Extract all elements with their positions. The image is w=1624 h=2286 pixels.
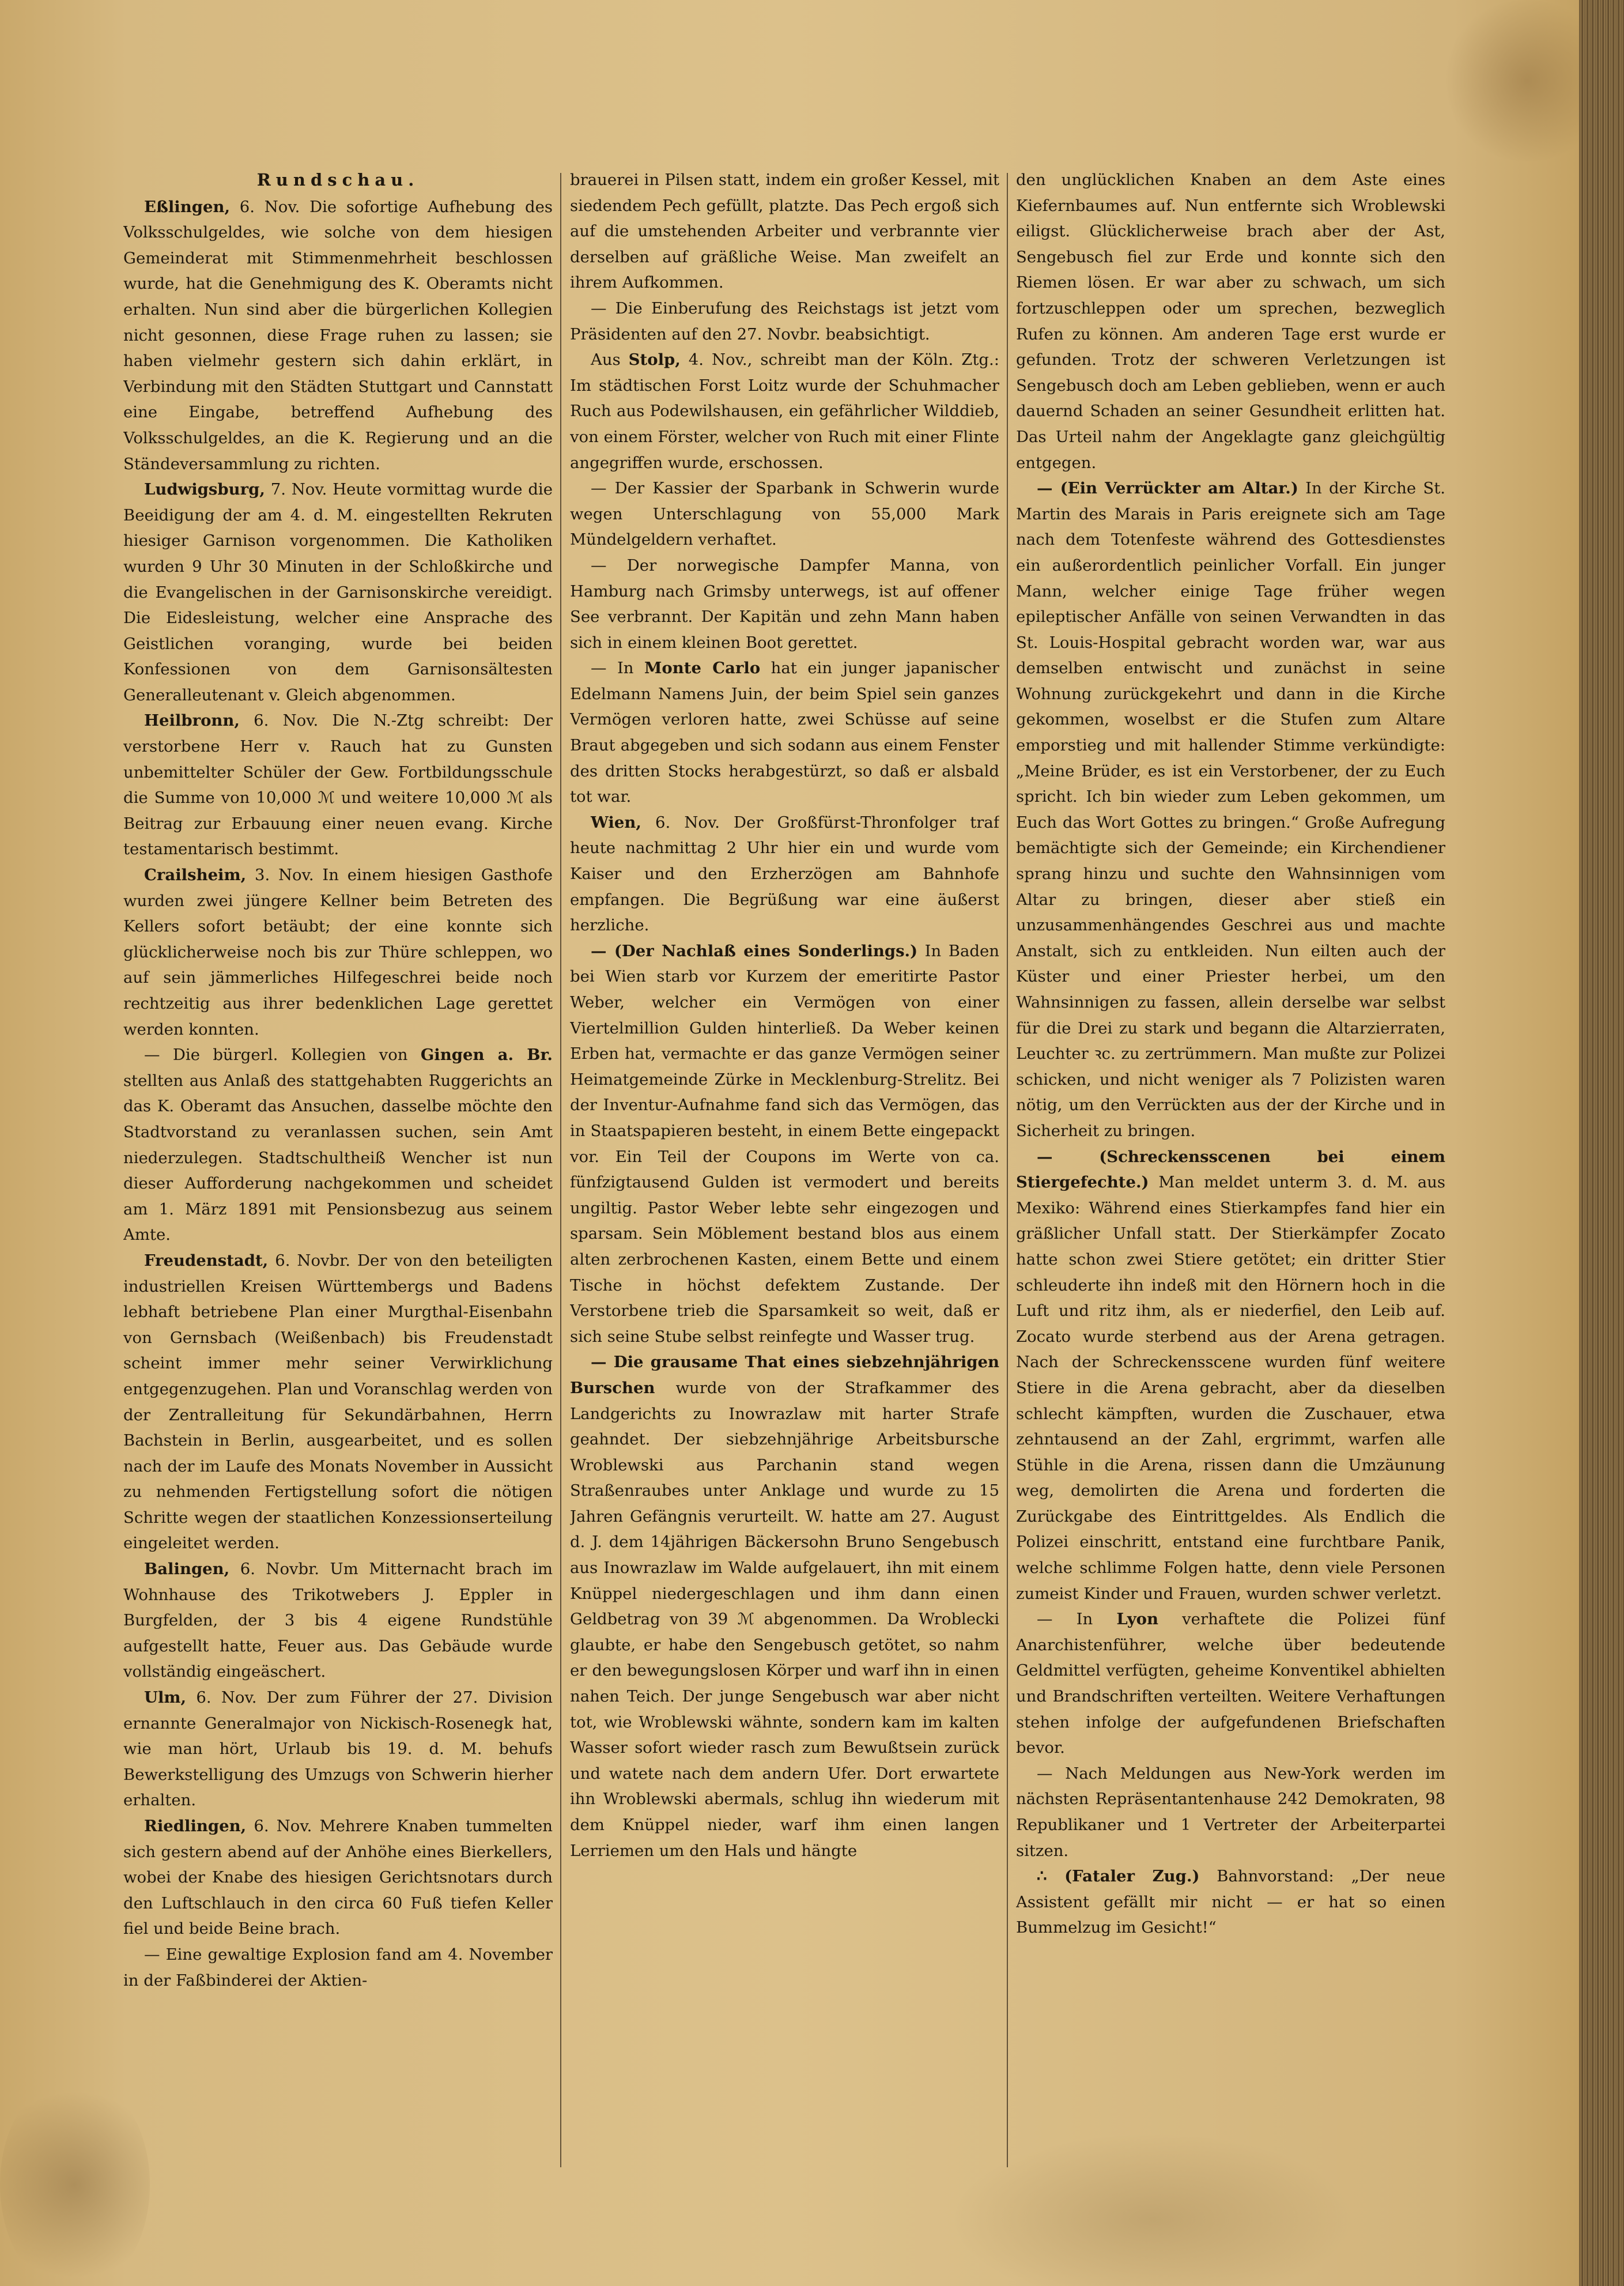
article (123, 194, 553, 477)
dateline: Eßlingen, (144, 197, 231, 216)
article-lead: — In (1037, 1610, 1117, 1629)
article (1016, 1144, 1445, 1607)
article (123, 1556, 553, 1685)
article-text: den unglücklichen Knaben an dem Aste eines Kiefernbaumes auf. Nun entfernte sich Wroblewski eiligst. Glücklicherweise brach aber der Ast, Sengebusch fiel zur Erde und konnte sich den Riemen lösen. Er war aber zu schwach, um sich fortzuschleppen oder um sprechen, bezweglich Rufen zu können. Am anderen Tage erst wurde er gefunden. Trotz der schweren Verletzungen ist Sengebusch doch am Leben geblieben, wenn er auch dauernd Schaden an seiner Gesundheit erlitten hat. Das Urteil nahm der Angeklagte ganz gleichgültig entgegen. (1016, 171, 1445, 472)
dateline: Crailsheim, (144, 866, 247, 885)
article (123, 708, 553, 862)
article (570, 347, 999, 476)
dateline: Heilbronn, (144, 711, 240, 730)
article (123, 1248, 553, 1556)
article (123, 1942, 553, 1993)
article-text: 6. Nov. Mehrere Knaben tummelten sich gestern abend auf der Anhöhe eines Bierkellers, wobei der Knabe des hiesigen Gerichtsnotars durch den Luftschlauch in den circa 60 Fuß tiefen Keller fiel und beide Beine brach. (123, 1817, 553, 1938)
article-text: 7. Nov. Heute vormittag wurde die Beeidigung der am 4. d. M. eingestellten Rekruten hiesiger Garnison vorgenommen. Die Katholiken wurden 9 Uhr 30 Minuten in der Schloßkirche und die Evangelischen in der Garnisonskirche vereidigt. Die Eidesleistung, welcher eine Ansprache des Geistlichen voranging, wurde bei beiden Konfessionen von dem Garnisonsältesten Generalleutenant v. Gleich abgenommen. (123, 480, 553, 704)
article-title: — (Der Nachlaß eines Sonderlings.) (591, 941, 918, 960)
article-title: ∴ (Fataler Zug.) (1037, 1867, 1200, 1886)
article-text: 3. Nov. In einem hiesigen Gasthofe wurden zwei jüngere Kellner beim Betreten des Kellers sofort betäubt; der eine konnte sich glücklicherweise noch bis zur Thüre schleppen, wo auf sein jämmerliches Hilfegeschrei beide noch rechtzeitig aus ihrer bedenklichen Lage gerettet werden konnten. (123, 866, 553, 1039)
article (1016, 1761, 1445, 1863)
book-edge (1579, 0, 1624, 2286)
article-text: — Nach Meldungen aus New-York werden im nächsten Repräsentantenhause 242 Demokraten, 98 Republikaner und 1 Vertreter der Arbeiterpartei sitzen. (1016, 1764, 1445, 1860)
paper-stain (1441, 0, 1579, 161)
article-text: 6. Nov. Die sofortige Aufhebung des Volksschulgeldes, wie solche von dem hiesigen Gemeinderat mit Stimmenmehrheit beschlossen wurde, hat die Genehmigung des K. Oberamts nicht erhalten. Nun sind aber die bürgerlichen Kollegien nicht gesonnen, diese Frage ruhen zu lassen; sie haben vielmehr gestern sich dahin erklärt, in Verbindung mit den Städten Stuttgart und Cannstatt eine Eingabe, betreffend Aufhebung des Volksschulgeldes, an die K. Regierung und an die Ständeversammlung zu richten. (123, 197, 553, 473)
article-lead: — In (591, 659, 644, 678)
article-text: 6. Nov. Der zum Führer der 27. Division ernannte Generalmajor von Nickisch-Rosenegk hat, wie man hört, Urlaub bis 19. d. M. behufs Bewerkstelligung des Umzugs von Schwerin hierher erhalten. (123, 1688, 553, 1810)
article (1016, 1863, 1445, 1941)
dateline: Ludwigsburg, (144, 480, 265, 499)
article-title: — (Ein Verrückter am Altar.) (1037, 479, 1298, 498)
article-text: 6. Nov. Der Großfürst-Thronfolger traf heute nachmittag 2 Uhr hier ein und wurde vom Kaiser und den Erzherzögen am Bahnhofe empfangen. Die Begrüßung war eine äußerst herzliche. (570, 813, 999, 935)
dateline: Wien, (591, 813, 641, 832)
article-text: 4. Nov., schreibt man der Köln. Ztg.: Im städtischen Forst Loitz wurde der Schuhmacher Ruch aus Podewilshausen, ein gefährlicher Wilddieb, von einem Förster, welcher von Ruch mit einer Flinte angegriffen wurde, erschossen. (570, 350, 999, 472)
dateline: Ulm, (144, 1688, 187, 1707)
article-text: — Die Einberufung des Reichstags ist jetzt vom Präsidenten auf den 27. Novbr. beabsichtigt. (570, 299, 999, 344)
article-text: 6. Novbr. Der von den beteiligten industriellen Kreisen Württembergs und Badens lebhaft betriebene Plan einer Murgthal-Eisenbahn von Gernsbach (Weißenbach) bis Freudenstadt scheint immer mehr seiner Verwirklichung entgegenzugehen. Plan und Voranschlag werden von der Zentralleitung für Sekundärbahnen, Herrn Bachstein in Berlin, ausgearbeitet, und es sollen nach der im Laufe des Monats November in Aussicht zu nehmenden Fertigstellung sofort die nötigen Schritte wegen der staatlichen Konzessionserteilung eingeleitet werden. (123, 1251, 553, 1553)
article-text: 6. Nov. Die N.-Ztg schreibt: Der verstorbene Herr v. Rauch hat zu Gunsten unbemittelter Schüler der Gew. Fortbildungsschule die Summe von 10,000 ℳ und weitere 10,000 ℳ als Beitrag zur Erbauung einer neuen evang. Kirche testamentarisch bestimmt. (123, 711, 553, 859)
column-rule (560, 173, 561, 2167)
article-lead: — Die bürgerl. Kollegien von (144, 1046, 421, 1065)
dateline: Stolp, (628, 350, 681, 369)
article-text: — Der norwegische Dampfer Manna, von Hamburg nach Grimsby unterwegs, ist auf offener See verbrannt. Der Kapitän und zehn Mann haben sich in einem kleinen Boot gerettet. (570, 556, 999, 652)
article-text: stellten aus Anlaß des stattgehabten Ruggerichts an das K. Oberamt das Ansuchen, dasselbe möchte den Stadtvorstand zu veranlassen suchen, sein Amt niederzulegen. Stadtschultheiß Wencher ist nun dieser Aufforderung nachgekommen und scheidet am 1. März 1891 mit Pensionsbezug aus seinem Amte. (123, 1071, 553, 1244)
article-text: — Eine gewaltige Explosion fand am 4. November in der Faßbinderei der Aktien- (123, 1945, 553, 1990)
dateline: Balingen, (144, 1560, 230, 1579)
article (570, 476, 999, 553)
article-text: 6. Novbr. Um Mitternacht brach im Wohnhause des Trikotwebers J. Eppler in Burgfelden, der 3 bis 4 eigene Rundstühle aufgestellt hatte, Feuer aus. Das Gebäude wurde vollständig eingeäschert. (123, 1560, 553, 1681)
article-text: hat ein junger japanischer Edelmann Namens Juin, der beim Spiel sein ganzes Vermögen verloren hatte, zwei Schüsse auf seine Braut abgegeben und sich sodann aus einem Fenster des dritten Stocks herabgestürzt, so daß er alsbald tot war. (570, 659, 999, 806)
article-text: brauerei in Pilsen statt, indem ein großer Kessel, mit siedendem Pech gefüllt, platzte. Das Pech ergoß sich auf die umstehenden Arbeiter und verbrannte vier derselben auf gräßliche Weise. Man zweifelt an ihrem Aufkommen. (570, 171, 999, 292)
article-text: — Der Kassier der Sparbank in Schwerin wurde wegen Unterschlagung von 55,000 Mark Mündelgeldern verhaftet. (570, 479, 999, 549)
article-title: — (Schreckensscenen bei einem Stiergefechte.) (1016, 1147, 1445, 1192)
article (570, 553, 999, 655)
article-text: In der Kirche St. Martin des Marais in Paris ereignete sich am Tage nach dem Totenfeste während des Gottesdienstes ein außerordentlich peinlicher Vorfall. Ein junger Mann, welcher einige Tage früher wegen epileptischer Anfälle von seinen Verwandten in das St. Louis-Hospital gebracht worden war, war aus demselben entwischt und zunächst in seine Wohnung zurückgekehrt und dann in die Kirche gekommen, woselbst er die Stufen zum Altare emporstieg und mit hallender Stimme verkündigte: „Meine Brüder, es ist ein Verstorbener, der zu Euch spricht. Ich bin wieder zum Leben gekommen, um Euch das Wort Gottes zu bringen.“ Große Aufregung bemächtigte sich der Gemeinde; ein Kirchendiener sprang hinzu und suchte den Wahnsinnigen vom Altar zu bringen, dieser aber stieß ein unzusammenhängendes Geschrei aus und machte Anstalt, sich zu entkleiden. Nun eilten auch der Küster und einer Priester herbei, um den Wahnsinnigen zu fassen, allein derselbe war selbst für die Drei zu stark und begann die Altarzierraten, Leuchter ꝛc. zu zertrümmern. Man mußte zur Polizei schicken, und nicht weniger als 7 Polizisten waren nötig, um den Verrückten aus der der Kirche und in Sicherheit zu bringen. (1016, 479, 1445, 1140)
dateline: Riedlingen, (144, 1817, 247, 1835)
section-heading: Rundschau. (256, 170, 420, 190)
article (570, 167, 999, 296)
article (1016, 476, 1445, 1144)
article (123, 862, 553, 1042)
article-text: verhaftete die Polizei fünf Anarchistenführer, welche über bedeutende Geldmittel verfügten, geheime Konventikel abhielten und Brandschriften verteilten. Weitere Verhaftungen stehen infolge der aufgefundenen Briefschaften bevor. (1016, 1610, 1445, 1757)
article (123, 1813, 553, 1942)
dateline: Lyon (1116, 1610, 1159, 1629)
article (570, 810, 999, 938)
article-text: In Baden bei Wien starb vor Kurzem der emeritirte Pastor Weber, welcher ein Vermögen von einer Viertelmillion Gulden hinterließ. Da Weber keinen Erben hat, vermachte er das ganze Vermögen seiner Heimatgemeinde Zürke in Mecklenburg-Strelitz. Bei der Inventur-Aufnahme fand sich das Vermögen, das in Staatspapieren besteht, in einem Bette eingepackt vor. Ein Teil der Coupons im Werte von ca. fünfzigtausend Gulden ist vermodert und bereits ungiltig. Pastor Weber lebte sehr eingezogen und sparsam. Sein Möblement bestand blos aus einem alten zerbrochenen Kasten, einem Bette und einem Tische in höchst defektem Zustande. Der Verstorbene trieb die Sparsamkeit so weit, daß er sich seine Stube selbst reinfegte und Wasser trug. (570, 941, 999, 1346)
article-text: wurde von der Strafkammer des Landgerichts zu Inowrazlaw mit harter Strafe geahndet. Der siebzehnjährige Arbeitsbursche Wroblewski aus Parchanin stand wegen Straßenraubes unter Anklage und wurde zu 15 Jahren Gefängnis verurteilt. W. hatte am 27. August d. J. dem 14jährigen Bäckersohn Bruno Sengebusch aus Inowrazlaw im Walde aufgelauert, ihn mit einem Knüppel niedergeschlagen und ihm dann einen Geldbetrag von 39 ℳ abgenommen. Da Wroblecki glaubte, er habe den Sengebusch getötet, so nahm er den bewegungslosen Körper und warf ihn in einen nahen Teich. Der junge Sengebusch war aber nicht tot, wie Wroblewski wähnte, sondern kam im kalten Wasser sofort wieder rasch zum Bewußtsein zurück und watete nach dem andern Ufer. Dort erwartete ihn Wroblewski abermals, schlug ihn wiederum mit dem Knüppel nieder, warf ihm einen langen Lerriemen um den Hals und hängte (570, 1378, 999, 1860)
column-3 (1016, 167, 1445, 2167)
article-text: Bahnvorstand: „Der neue Assistent gefällt mir nicht — er hat so einen Bummelzug im Gesicht!“ (1016, 1867, 1445, 1937)
article (123, 1685, 553, 1813)
article (570, 296, 999, 347)
column-2 (570, 167, 999, 2167)
article-lead: Aus (591, 350, 629, 369)
article-title: — Die grausame That eines siebzehnjährigen Burschen (570, 1353, 999, 1397)
article (123, 477, 553, 708)
article (123, 1042, 553, 1248)
article (1016, 1606, 1445, 1761)
article-text: Man meldet unterm 3. d. M. aus Mexiko: Während eines Stierkampfes fand hier ein gräßlicher Unfall statt. Der Stierkämpfer Zocato hatte schon zwei Stiere getötet; ein dritter Stier schleuderte ihn indeß mit den Hörnern hoch in die Luft und ritz ihm, als er niederfiel, den Leib auf. Zocato wurde sterbend aus der Arena getragen. Nach der Schreckensscene wurden fünf weitere Stiere in die Arena gebracht, aber da dieselben schlecht kämpften, wurden die Zuschauer, etwa zehntausend an der Zahl, ergrimmt, warfen alle Stühle in die Arena, rissen dann die Umzäunung weg, demolirten die Arena und forderten die Zurückgabe des Eintrittgeldes. Als Endlich die Polizei einschritt, entstand eine furchtbare Panik, welche schlimme Folgen hatte, denn viele Personen zumeist Kinder und Frauen, wurden schwer verletzt. (1016, 1173, 1445, 1603)
column-1 (123, 167, 553, 2167)
article (1016, 167, 1445, 476)
column-rule (1007, 173, 1008, 2167)
article (570, 938, 999, 1350)
article (570, 1349, 999, 1863)
dateline: Monte Carlo (644, 659, 761, 678)
article (570, 655, 999, 810)
dateline: Gingen a. Br. (420, 1046, 553, 1065)
dateline: Freudenstadt, (144, 1251, 269, 1270)
